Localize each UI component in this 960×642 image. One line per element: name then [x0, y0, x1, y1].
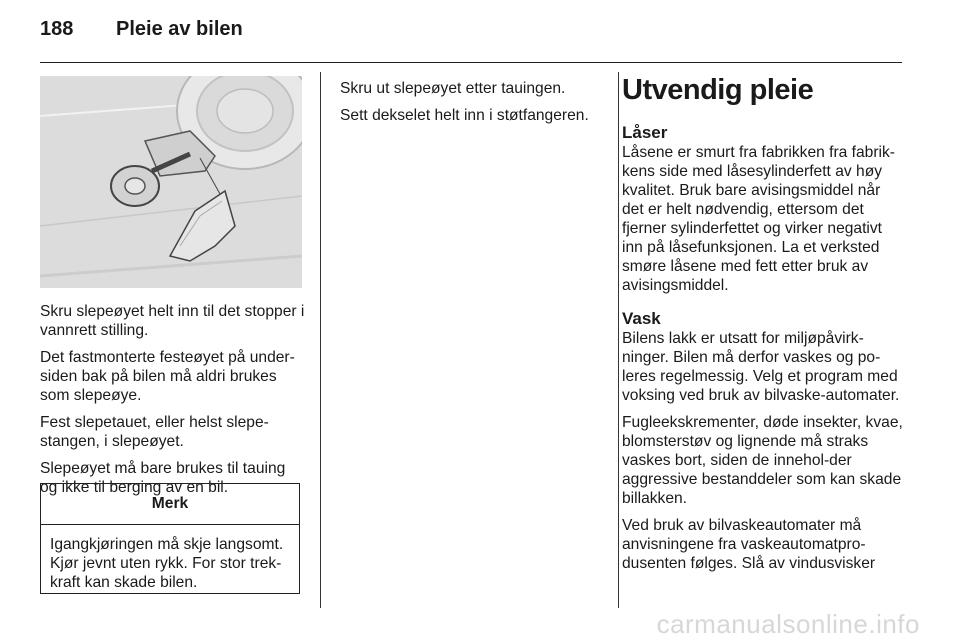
left-column	[40, 302, 306, 505]
middle-column	[340, 79, 608, 133]
paragraph: Fest slepetauet, eller helst slepe-stangen, i slepeøyet.	[40, 414, 269, 450]
paragraph: Skru slepeøyet helt inn til det stopper i vannrett stilling.	[40, 303, 305, 339]
note-title: Merk	[41, 484, 299, 525]
header-rule	[40, 62, 902, 63]
watermark: carmanualsonline.info	[656, 609, 920, 639]
tow-eye-drawing	[40, 76, 302, 288]
note-text: Igangkjøringen må skje langsomt. Kjør jevnt uten rykk. For stor trek-kraft kan skade bilen.	[50, 536, 284, 591]
paragraph: Bilens lakk er utsatt for miljøpåvirk-ninger. Bilen må derfor vaskes og po-leres regelmessig. Velg et program med voksing ved bruk av bilvaske-automater.	[622, 330, 900, 404]
note-box	[40, 483, 300, 594]
column-divider-1	[320, 72, 321, 608]
paragraph: Det fastmonterte festeøyet på under-siden bak på bilen må aldri brukes som slepeøye.	[40, 349, 295, 404]
paragraph: Skru ut slepeøyet etter tauingen.	[340, 80, 566, 97]
paragraph: Slepeøyet må bare brukes til tauing og ikke til berging av en bil.	[40, 460, 286, 496]
page-title: Pleie av bilen	[116, 18, 243, 40]
paragraph: Fugleekskrementer, døde insekter, kvae, blomsterstøv og lignende må straks vaskes bort, siden de innehol-der aggressive bestanddeler som kan skade billakken.	[622, 414, 903, 507]
right-column	[622, 73, 904, 581]
page-number: 188	[40, 18, 74, 40]
paragraph: Låsene er smurt fra fabrikken fra fabrik-kens side med låsesylinderfett av høy kvalitet. Bruk bare avisingsmiddel når det er helt nødvendig, ettersom det fjerner sylinderfettet og virker negativt inn på låsefunksjonen. La et verksted smøre låsene med fett etter bruk av avisingsmiddel.	[622, 144, 895, 294]
column-divider-2	[618, 72, 619, 608]
paragraph: Sett dekselet helt inn i støtfangeren.	[340, 107, 589, 124]
subheading-wash: Vask	[622, 309, 661, 328]
subheading-locks: Låser	[622, 123, 668, 142]
section-title: Utvendig pleie	[622, 74, 814, 106]
tow-eye-illustration	[40, 76, 302, 288]
paragraph: Ved bruk av bilvaskeautomater må anvisningene fra vaskeautomatpro-dusenten følges. Slå av vindusvisker	[622, 517, 876, 572]
